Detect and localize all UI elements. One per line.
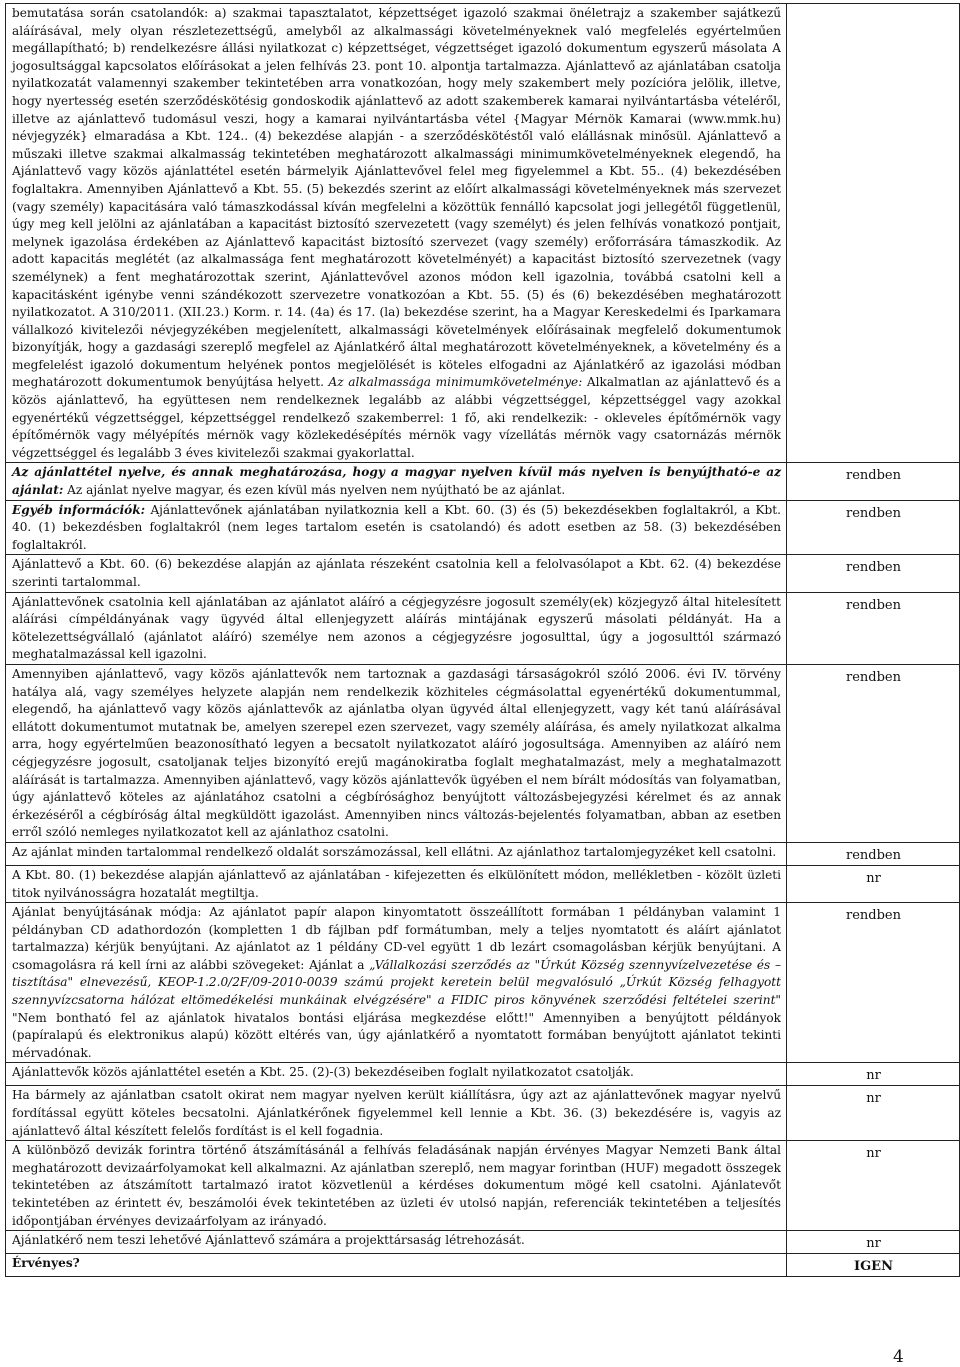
- evaluation-table-body: [6, 4, 960, 1277]
- assessment-cell: [787, 592, 960, 664]
- table-row: [6, 555, 960, 592]
- assessment-value: rendben: [846, 468, 901, 484]
- requirement-text: "Nem bontható fel az ajánlatok hivatalos bontási eljárása megkezdése előtt!" Amennyiben a benyújtott példányok (papíralapú és elektronikus alapú) között eltérés van, úgy ajánlatkérő a nyomtatott formában benyújtott ajánlatot tekinti mérvadónak.: [12, 1010, 781, 1060]
- table-row: [6, 865, 960, 902]
- page-number: 4: [893, 1347, 904, 1367]
- requirement-text-cell: [6, 1231, 787, 1254]
- requirement-text: A Kbt. 80. (1) bekezdése alapján ajánlattevő az ajánlatában - kifejezetten és elkülönített módon, mellékletben - közölt üzleti titok nyilvánosságra hozatalát megtiltja.: [12, 867, 781, 900]
- requirement-text-cell: [6, 664, 787, 842]
- requirement-text-cell: [6, 4, 787, 463]
- requirement-text: Az ajánlat minden tartalommal rendelkező oldalát sorszámozással, kell ellátni. Az ajánlathoz tartalomjegyzéket kell csatolni.: [12, 844, 777, 859]
- requirement-text-cell: [6, 500, 787, 555]
- assessment-cell: [787, 500, 960, 555]
- requirement-text-cell: [6, 1141, 787, 1231]
- requirement-text: Az ajánlattétel nyelve, és annak meghatározása, hogy a magyar nyelven kívül más nyelven is benyújtható-e az ajánlat:: [12, 465, 781, 498]
- table-row: [6, 664, 960, 842]
- assessment-cell: [787, 1231, 960, 1254]
- table-row: [6, 903, 960, 1063]
- assessment-cell: [787, 1086, 960, 1141]
- assessment-value: nr: [866, 1146, 881, 1162]
- requirement-text-cell: [6, 1086, 787, 1141]
- table-row: [6, 463, 960, 500]
- table-row: [6, 500, 960, 555]
- requirement-text: Ha bármely az ajánlatban csatolt okirat nem magyar nyelven került kiállításra, úgy azt az ajánlattevőnek magyar nyelvű fordítással együtt köteles becsatolni. Ajánlatkérőnek figyelemmel kell lennie a Kbt. 36. (3) bekezdésére is, vagyis az ajánlattevő által készített felelős fordítást is el kell fogadnia.: [12, 1088, 781, 1138]
- requirement-text: Ajánlatkérő nem teszi lehetővé Ajánlattevő számára a projekttársaság létrehozását.: [12, 1233, 525, 1248]
- assessment-value: rendben: [846, 505, 901, 521]
- requirement-text-cell: [6, 865, 787, 902]
- assessment-cell: [787, 865, 960, 902]
- assessment-cell: [787, 1254, 960, 1277]
- assessment-value: IGEN: [854, 1259, 893, 1275]
- table-row: [6, 4, 960, 463]
- table-row: [6, 1254, 960, 1277]
- table-row: [6, 1231, 960, 1254]
- requirement-text: bemutatása során csatolandók: a) szakmai tapasztalatot, képzettséget igazoló szakmai önéletrajz a szakember sajátkezű aláírásával, mely olyan részletezettségű, amelyből az alkalmassági követelményeknek való megfelelés egyértelműen megállapítható; b) rendelkezésre állási nyilatkozat c) képzettséget, végzettséget igazoló dokumentum egyszerű másolata A jogosultsággal kapcsolatos előírásokat a jelen felhívás 23. pont 10. alpontja tartalmazza. Ajánlattevő az ajánlatában csatolja nyilatkozatát valamennyi szakember tekintetében arra vonatkozóan, hogy mely szakembert mely pozícióra jelölik, illetve, hogy nyertesség esetén szerződéskötésig gondoskodik ajánlattevő az adott szakemberek kamarai nyilvántartásba vételéről, illetve az ajánlattevő tudomásul veszi, hogy a kamarai nyilvántartásba vétel {Magyar Mérnök Kamarai (www.mmk.hu) névjegyzék} elmaradása a Kbt. 124.. (4) bekezdése alapján - a szerződéskötéstől való elállásnak minősül. Ajánlattevő a műszaki illetve szakmai alkalmasság tekintetében meghatározott alkalmassági minimumkövetelményeknek elegendő, ha Ajánlattevő vagy közös ajánlattétel esetén bármelyik Ajánlattevővel felel meg figyelemmel a Kbt. 55.. (4) bekezdésében foglaltakra. Amennyiben Ajánlattevő a Kbt. 55. (5) bekezdés szerint az előírt alkalmassági követelményeknek más szervezet (vagy személy) kapacitására való támaszkodással kíván megfelelni a közöttük fennálló kapcsolat jogi jellegétől függetlenül, úgy meg kell jelölni az ajánlatában a kapacitást biztosító szervezetett (vagy személyt) és jelen felhívás vonatkozó pontjait, melynek igazolása érdekében az Ajánlattevő kapacitást biztosító szervezet (vagy személy) erőforrására támaszkodik. Az adott kapacitás meglétét (az alkalmassága fent meghatározott követelményét) a kapacitást biztosító szervezetnek (vagy személynek) a fent meghatározottak szerint, Ajánlattevővel azonos módon kell igazolnia, továbbá csatolni kell a kapacitásként igénybe venni szándékozott szervezetre vonatkozóan a Kbt. 55. (5) és (6) bekezdésében meghatározott nyilatkozatot. A 310/2011. (XII.23.) Korm. r. 14. (4a) és 17. (la) bekezdése szerint, ha a Magyar Kereskedelmi és Iparkamara vállalkozó kivitelezői névjegyzékében megjelenített, alkalmassági követelmények előírásainak megfelelő dokumentumok bizonyítják, hogy a gazdasági szereplő megfelel az Ajánlatkérő által meghatározott követelményeknek, a követelmény és a megfelelést igazoló dokumentum helyének pontos megjelölését is köteles elfogadni az Ajánlatkérő az igazolási módban meghatározott dokumentumok benyújtása helyett.: [12, 6, 781, 390]
- assessment-value: nr: [866, 870, 881, 886]
- assessment-cell: [787, 903, 960, 1063]
- requirement-text-cell: [6, 555, 787, 592]
- requirement-text: Az alkalmassága minimumkövetelménye:: [328, 375, 583, 390]
- assessment-value: nr: [866, 1068, 881, 1084]
- requirement-text: Amennyiben ajánlattevő, vagy közös ajánlattevők nem tartoznak a gazdasági társaságokról szóló 2006. évi IV. törvény hatálya alá, vagy személyes helyzete alapján nem rendelkezik közhiteles cégmásolattal egyenértékű dokumentummal, elegendő, ha ajánlattevő vagy közös ajánlattevők az ajánlatba olyan ügyvéd által ellenjegyzett, vagy két tanú aláírásával ellátott dokumentumot mutatnak be, amelyen szerepel ezen szervezet, vagy személy aláírása, és amely nyilatkozat alkalma arra, hogy egyértelműen beazonosítható legyen a becsatolt nyilatkozatot aláíró jogosultsága. Amennyiben az aláíró nem cégjegyzésre jogosult, csatoljanak teljes bizonyító erejű magánokiratba foglalt meghatalmazást, mely a meghatalmazott aláírását is tartalmazza. Amennyiben ajánlattevő, vagy közös ajánlattevők ügyében el nem bírált módosítás van folyamatban, úgy ajánlattevő köteles az ajánlatához csatolni a cégbírósághoz benyújtott változásbejegyzési kérelmet és az annak érkezéséről a cégbíróság által megküldött igazolást. Amennyiben nincs változás-bejelentés folyamatban, abban az esetben erről szóló nemleges nyilatkozatot kell az ajánlathoz csatolni.: [12, 666, 781, 840]
- requirement-text-cell: [6, 592, 787, 664]
- requirement-text: Ajánlattevőnek csatolnia kell ajánlatában az ajánlatot aláíró a cégjegyzésre jogosult személy(ek) közjegyző által hitelesített aláírási címpéldányának vagy ügyvéd által ellenjegyzett aláírás mintájának egyszerű másolati példányát. Ha a kötelezettségvállaló (ajánlatot aláíró) személye nem azonos a cégjegyzésre jogosulttal, úgy a jogosulttól származó meghatalmazással kell igazolni.: [12, 594, 781, 662]
- requirement-text-cell: [6, 842, 787, 865]
- requirement-text: Egyéb információk:: [12, 502, 146, 517]
- requirement-text: Ajánlattevőnek ajánlatában nyilatkoznia kell a Kbt. 60. (3) és (5) bekezdésekben foglaltakról, a Kbt. 40. (1) bekezdésben foglaltakról (nem leges tartalom esetén is csatolandó) és adott esetben az 58. (3) bekezdésében foglaltakról.: [12, 502, 781, 552]
- assessment-value: rendben: [846, 560, 901, 576]
- assessment-value: rendben: [846, 908, 901, 924]
- assessment-cell: [787, 555, 960, 592]
- table-row: [6, 1141, 960, 1231]
- requirement-text-cell: [6, 1063, 787, 1086]
- table-row: [6, 1086, 960, 1141]
- evaluation-table: [5, 3, 960, 1277]
- assessment-cell: [787, 463, 960, 500]
- table-row: [6, 842, 960, 865]
- assessment-value: nr: [866, 1236, 881, 1252]
- assessment-value: rendben: [846, 669, 901, 685]
- assessment-cell: [787, 4, 960, 463]
- requirement-text: Ajánlattevő a Kbt. 60. (6) bekezdése alapján az ajánlata részeként csatolnia kell a felolvasólapot a Kbt. 62. (4) bekezdése szerinti tartalommal.: [12, 557, 781, 589]
- requirement-text: A különböző devizák forintra történő átszámításánál a felhívás feladásának napján érvényes Magyar Nemzeti Bank által meghatározott devizaárfolyamokat kell alkalmazni. Az ajánlatban szereplő, nem magyar forintban (HUF) megadott összegek tekintetében az átszámított tartalmazó iratot közvetlenül a kérdéses dokumentum mögé kell csatolni. Ajánlatevőt tekintetében az érintett év, beszámolói évek tekintetében az üzleti év utolsó napján, referenciák tekintetében a teljesítés időpontjában érvényes devizaárfolyam az irányadó.: [12, 1143, 781, 1228]
- table-row: [6, 1063, 960, 1086]
- assessment-cell: [787, 1141, 960, 1231]
- requirement-text: Az ajánlat nyelve magyar, és ezen kívül más nyelven nem nyújtható be az ajánlat.: [63, 483, 566, 498]
- requirement-text: Alkalmatlan az ajánlattevő és a közös ajánlattevő, ha együttesen nem rendelkeznek legalább az alábbi végzettséggel, képzettséggel vagy azokkal egyenértékű végzettséggel, képzettséggel rendelkező szakemberrel: 1 fő, aki rendelkezik: - okleveles építőmérnök vagy építőmérnök vagy mélyépítés mérnök vagy közlekedésépítés mérnök vagy vízellátás mérnök vagy csatornázás mérnök végzettséggel és legalább 3 éves kivitelezői szakmai gyakorlattal.: [12, 375, 781, 460]
- requirement-text: „Vállalkozási szerződés az "Úrkút Község szennyvízelvezetése és – tisztítása" elnevezésű, KEOP-1.2.0/2F/09-2010-0039 számú projekt keretein belül megvalósuló „Úrkút Község felhagyott szennyvízcsatorna hálózat eltömedékelési munkáinak elvégzésére" a FIDIC piros könyvének szerződési feltételei szerint": [12, 957, 781, 1008]
- requirement-text: Ajánlat benyújtásának módja: Az ajánlatot papír alapon kinyomtatott összeállított formában 1 példányban valamint 1 példányban CD adathordozón (kompletten 1 db fájlban pdf formátumban, mely a teljes nyomtatott és aláírt ajánlatot tartalmazza) kérjük benyújtani. Az ajánlatot az 1 példány CD-vel együtt 1 db lezárt csomagolásban kérjük benyújtani. A csomagolásra rá kell írni az alábbi szövegeket: Ajánlat a: [12, 905, 781, 972]
- assessment-cell: [787, 1063, 960, 1086]
- table-row: [6, 592, 960, 664]
- assessment-value: rendben: [846, 847, 901, 863]
- assessment-cell: [787, 842, 960, 865]
- requirement-text: Ajánlattevők közös ajánlattétel esetén a Kbt. 25. (2)-(3) bekezdéseiben foglalt nyilatkozatot csatolják.: [12, 1065, 634, 1080]
- assessment-value: nr: [866, 1091, 881, 1107]
- requirement-text-cell: [6, 463, 787, 500]
- requirement-text: Érvényes?: [12, 1256, 80, 1271]
- requirement-text-cell: [6, 903, 787, 1063]
- requirement-text-cell: [6, 1254, 787, 1277]
- assessment-cell: [787, 664, 960, 842]
- assessment-value: rendben: [846, 597, 901, 613]
